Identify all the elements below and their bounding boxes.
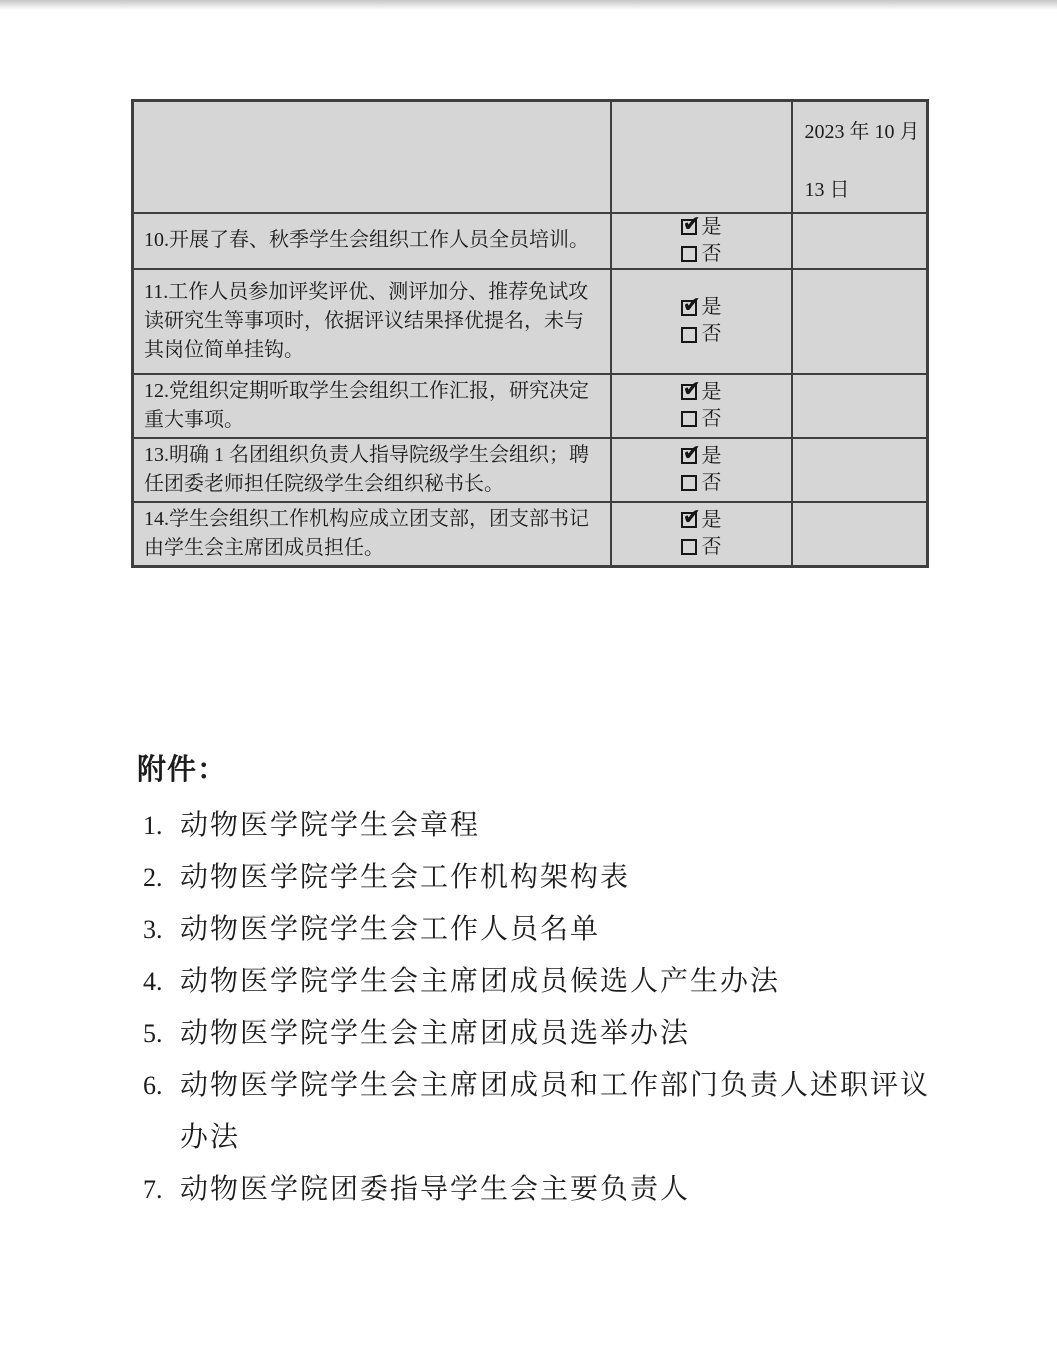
checkbox-cell (611, 374, 792, 438)
unchecked-checkbox-icon[interactable] (681, 327, 697, 343)
yes-label: 是 (701, 215, 722, 238)
item-text: 12.党组织定期听取学生会组织工作汇报，研究决定重大事项。 (144, 379, 589, 431)
attachment-text: 动物医学院学生会主席团成员选举办法 (180, 1018, 691, 1049)
checked-checkbox-icon[interactable] (681, 512, 697, 528)
unchecked-checkbox-icon[interactable] (681, 539, 697, 555)
attachment-number: 3. (143, 915, 163, 944)
attachment-number: 5. (143, 1019, 163, 1048)
checked-checkbox-icon[interactable] (681, 300, 697, 316)
attachment-number: 1. (143, 811, 163, 840)
item-text-cell (133, 374, 611, 438)
attachment-item-1 (143, 800, 943, 852)
no-option[interactable] (681, 535, 722, 560)
item-text-cell (133, 502, 611, 567)
empty-cell (792, 213, 928, 269)
checkbox-cell (611, 213, 792, 269)
unchecked-checkbox-icon[interactable] (681, 246, 697, 262)
yes-label: 是 (701, 380, 722, 403)
item-text-cell (133, 269, 611, 374)
empty-cell (611, 101, 792, 213)
table-row-10 (133, 213, 928, 269)
attachment-item-6 (143, 1060, 943, 1164)
checked-checkbox-icon[interactable] (681, 448, 697, 464)
item-text: 10.开展了春、秋季学生会组织工作人员全员培训。 (144, 229, 589, 251)
attachment-item-7 (143, 1164, 943, 1216)
yes-option[interactable] (681, 508, 722, 533)
attachments-title: 附件： (137, 754, 228, 786)
no-label: 否 (701, 407, 722, 430)
empty-cell (792, 374, 928, 438)
no-label: 否 (701, 242, 722, 265)
table-row-11 (133, 269, 928, 374)
attachment-text: 动物医学院学生会章程 (180, 810, 481, 841)
checklist-table (131, 99, 929, 568)
checkbox-cell (611, 438, 792, 502)
table-row-12 (133, 374, 928, 438)
attachment-number: 2. (143, 863, 163, 892)
table-row-14 (133, 502, 928, 567)
no-label: 否 (701, 323, 722, 345)
item-text-cell (133, 438, 611, 502)
no-option[interactable] (681, 471, 722, 496)
yes-label: 是 (701, 296, 722, 318)
yes-option[interactable] (681, 380, 722, 405)
yes-label: 是 (701, 444, 722, 467)
attachment-item-5 (143, 1008, 943, 1060)
attachment-number: 7. (143, 1175, 163, 1204)
empty-cell (792, 438, 928, 502)
item-text: 14.学生会组织工作机构应成立团支部，团支部书记由学生会主席团成员担任。 (144, 507, 589, 559)
yes-label: 是 (701, 508, 722, 531)
date-cell (792, 101, 928, 213)
empty-cell (133, 101, 611, 213)
yes-option[interactable] (681, 215, 722, 240)
attachment-text: 动物医学院学生会主席团成员候选人产生办法 (180, 966, 781, 997)
attachment-text: 动物医学院学生会工作人员名单 (180, 914, 601, 945)
no-option[interactable] (681, 242, 722, 267)
no-label: 否 (701, 535, 722, 558)
attachment-item-2 (143, 852, 943, 904)
no-option[interactable] (681, 322, 722, 347)
checkbox-cell (611, 502, 792, 567)
checked-checkbox-icon[interactable] (681, 219, 697, 235)
unchecked-checkbox-icon[interactable] (681, 411, 697, 427)
page-top-shadow (0, 0, 1057, 10)
unchecked-checkbox-icon[interactable] (681, 475, 697, 491)
empty-cell (792, 502, 928, 567)
item-text: 11.工作人员参加评奖评优、测评加分、推荐免试攻读研究生等事项时，依据评议结果择优提名，未与其岗位简单挂钩。 (144, 280, 589, 361)
attachments-list (143, 800, 943, 1216)
no-label: 否 (701, 471, 722, 494)
attachment-text: 动物医学院团委指导学生会主要负责人 (180, 1174, 691, 1205)
empty-cell (792, 269, 928, 374)
attachment-item-4 (143, 956, 943, 1008)
attachment-text: 动物医学院学生会主席团成员和工作部门负责人述职评议办法 (180, 1070, 931, 1153)
attachment-number: 6. (143, 1071, 163, 1100)
date-line-1: 2023 年 10 月 (804, 121, 920, 143)
table-row-13 (133, 438, 928, 502)
attachments-section (137, 750, 937, 1216)
attachment-text: 动物医学院学生会工作机构架构表 (180, 862, 631, 893)
item-text-cell (133, 213, 611, 269)
yes-option[interactable] (681, 444, 722, 469)
no-option[interactable] (681, 407, 722, 432)
table-row-date (133, 101, 928, 213)
item-text: 13.明确 1 名团组织负责人指导院级学生会组织；聘任团委老师担任院级学生会组织秘书长。 (144, 443, 589, 495)
attachment-number: 4. (143, 967, 163, 996)
yes-option[interactable] (681, 295, 722, 320)
attachment-item-3 (143, 904, 943, 956)
checked-checkbox-icon[interactable] (681, 384, 697, 400)
checkbox-cell (611, 269, 792, 374)
date-line-2: 13 日 (804, 179, 850, 201)
